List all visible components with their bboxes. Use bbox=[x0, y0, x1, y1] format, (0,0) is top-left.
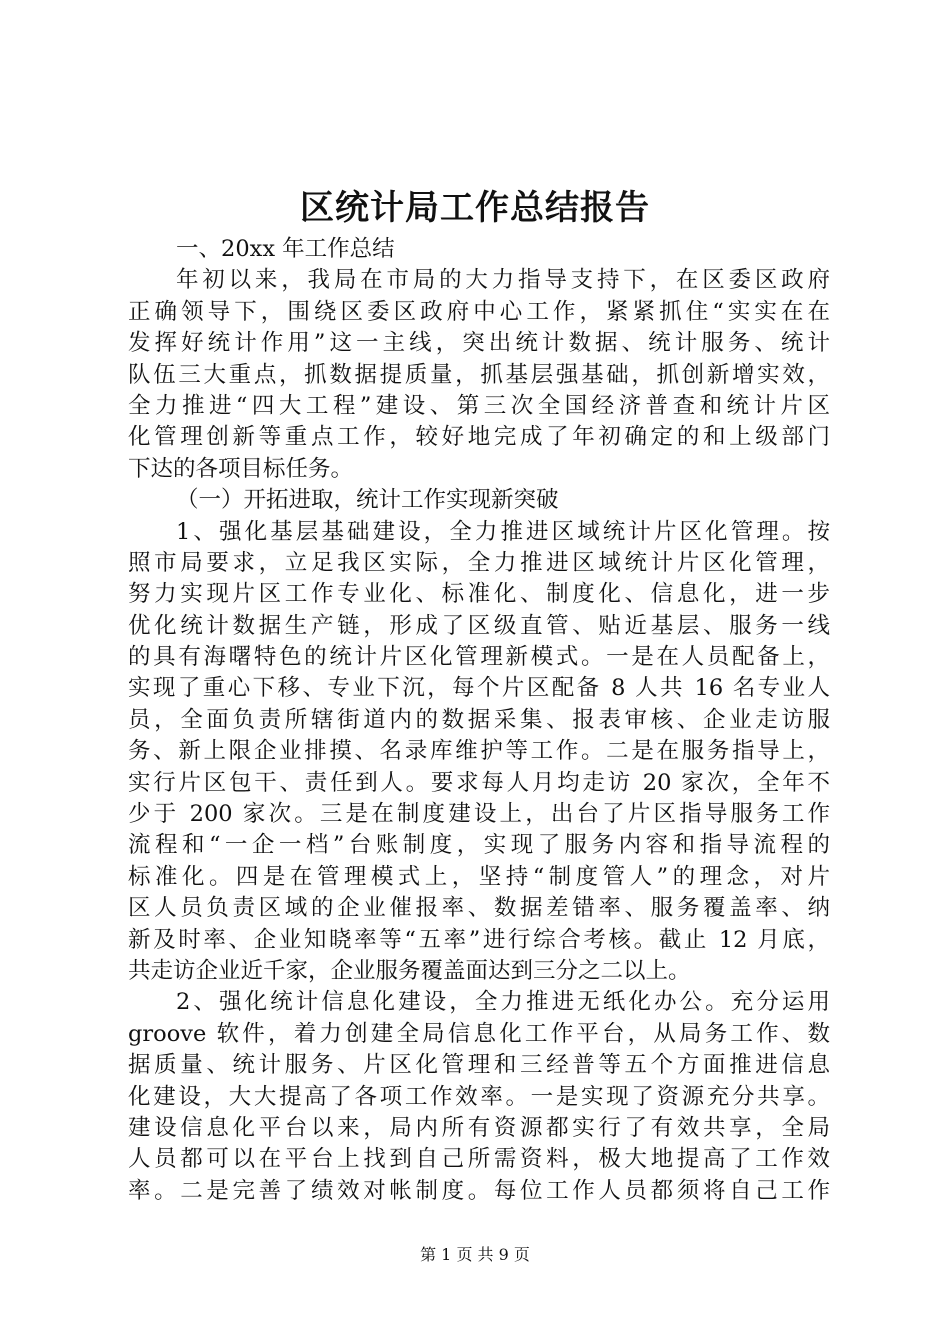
page-footer: 第 1 页 共 9 页 bbox=[420, 1245, 530, 1264]
text-line: 新及时率、企业知晓率等“五率”进行综合考核。截止 12 月底， bbox=[128, 926, 830, 953]
text-line: 流程和“一企一档”台账制度，实现了服务内容和指导流程的 bbox=[128, 832, 830, 859]
document-body bbox=[128, 234, 830, 1207]
text-line: 年初以来，我局在市局的大力指导支持下，在区委区政府 bbox=[176, 267, 830, 294]
text-line: 队伍三大重点，抓数据提质量，抓基层强基础，抓创新增实效， bbox=[128, 361, 830, 388]
text-line: 下达的各项目标任务。 bbox=[128, 455, 354, 482]
text-line: 建设信息化平台以来，局内所有资源都实行了有效共享，全局 bbox=[128, 1114, 830, 1141]
text-line: 实现了重心下移、专业下沉，每个片区配备 8 人共 16 名专业人 bbox=[128, 675, 830, 702]
text-line: 员，全面负责所辖街道内的数据采集、报表审核、企业走访服 bbox=[128, 706, 830, 733]
text-line: 人员都可以在平台上找到自己所需资料，极大地提高了工作效 bbox=[128, 1146, 830, 1173]
document-title: 区统计局工作总结报告 bbox=[300, 188, 650, 228]
text-line: 少于 200 家次。三是在制度建设上，出台了片区指导服务工作 bbox=[128, 801, 830, 828]
text-line: 标准化。四是在管理模式上，坚持“制度管人”的理念，对片 bbox=[128, 863, 830, 890]
text-line: 据质量、统计服务、片区化管理和三经普等五个方面推进信息 bbox=[128, 1052, 830, 1079]
text-line: 的具有海曙特色的统计片区化管理新模式。一是在人员配备上， bbox=[128, 644, 830, 671]
text-line: 正确领导下，围绕区委区政府中心工作，紧紧抓住“实实在在 bbox=[128, 298, 830, 325]
text-line: 化管理创新等重点工作，较好地完成了年初确定的和上级部门 bbox=[128, 424, 830, 451]
section-heading: （一）开拓进取，统计工作实现新突破 bbox=[176, 487, 559, 514]
text-line: 化建设，大大提高了各项工作效率。一是实现了资源充分共享。 bbox=[128, 1083, 830, 1110]
text-line: 照市局要求，立足我区实际，全力推进区域统计片区化管理， bbox=[128, 549, 830, 576]
text-line: 实行片区包干、责任到人。要求每人月均走访 20 家次，全年不 bbox=[128, 769, 830, 796]
text-line: 努力实现片区工作专业化、标准化、制度化、信息化，进一步 bbox=[128, 581, 830, 608]
text-line: groove 软件，着力创建全局信息化工作平台，从局务工作、数 bbox=[128, 1020, 830, 1047]
text-line: 务、新上限企业排摸、名录库维护等工作。二是在服务指导上， bbox=[128, 738, 830, 765]
text-line: 2、强化统计信息化建设，全力推进无纸化办公。充分运用 bbox=[176, 989, 830, 1016]
text-line: 优化统计数据生产链，形成了区级直管、贴近基层、服务一线 bbox=[128, 612, 830, 639]
text-line: 全力推进“四大工程”建设、第三次全国经济普查和统计片区 bbox=[128, 392, 830, 419]
text-line: 1、强化基层基础建设，全力推进区域统计片区化管理。按 bbox=[176, 518, 830, 545]
text-line: 共走访企业近千家，企业服务覆盖面达到三分之二以上。 bbox=[128, 957, 691, 984]
section-heading: 一、20xx 年工作总结 bbox=[176, 236, 395, 262]
text-line: 率。二是完善了绩效对帐制度。每位工作人员都须将自己工作 bbox=[128, 1177, 830, 1204]
text-line: 发挥好统计作用”这一主线，突出统计数据、统计服务、统计 bbox=[128, 330, 830, 357]
text-line: 区人员负责区域的企业催报率、数据差错率、服务覆盖率、纳 bbox=[128, 895, 830, 922]
